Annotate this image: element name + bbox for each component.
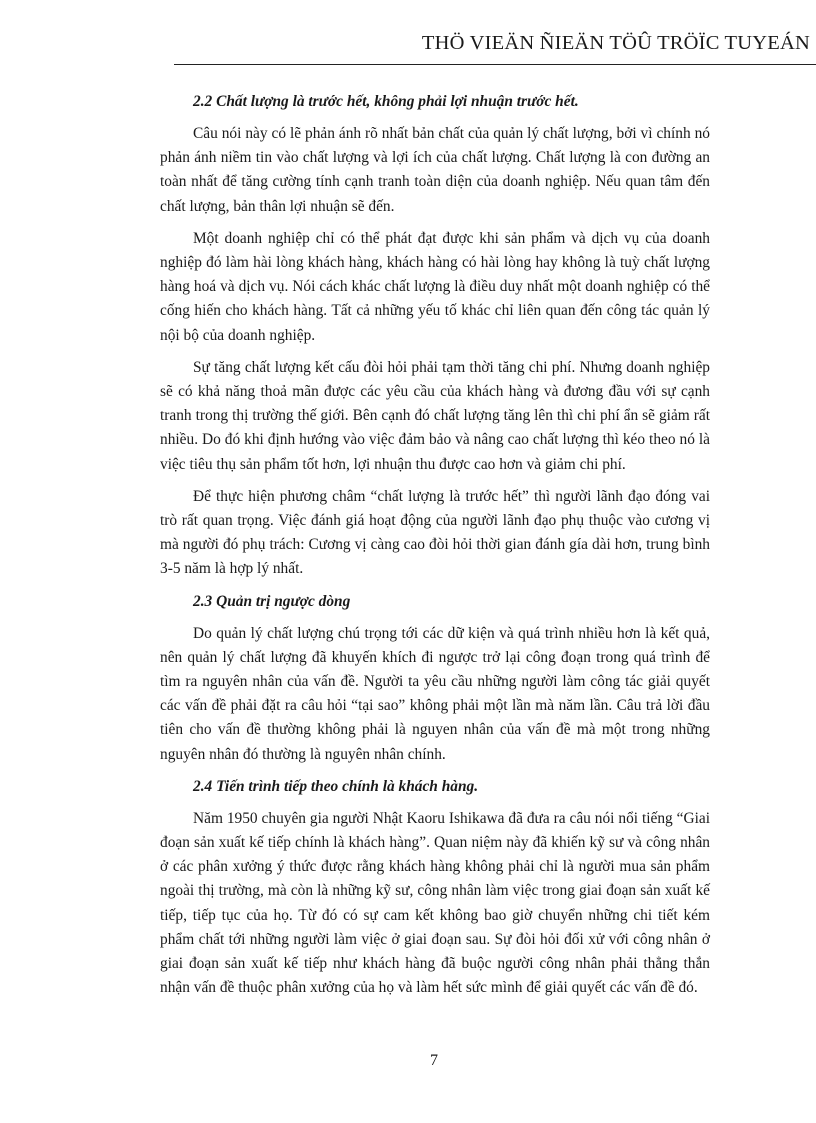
page-body [160, 90, 710, 1009]
paragraph: Năm 1950 chuyên gia người Nhật Kaoru Ishikawa đã đưa ra câu nói nổi tiếng “Giai đoạn sản xuất kế tiếp chính là khách hàng”. Quan niệm này đã khiến kỹ sư và công nhân ở các phân xưởng ý thức được rằng khách hàng không phải chỉ là người mua sản phẩm ngoài thị trường, mà còn là những kỹ sư, công nhân làm việc trong giai đoạn sản xuất kế tiếp, tiếp tục của họ. Từ đó có sự cam kết không bao giờ chuyển những chi tiết kém phẩm chất tới những người làm việc ở giai đoạn sau. Sự đòi hỏi đối xử với công nhân ở giai đoạn sản xuất kế tiếp như khách hàng đã buộc người công nhân phải thẳng thắn nhận vấn đề thuộc phân xưởng của họ và làm hết sức mình để giải quyết các vấn đề đó. [160, 809, 710, 997]
section-heading-2-3: 2.3 Quản trị ngược dòng [193, 592, 351, 610]
section-heading-2-2: 2.2 Chất lượng là trước hết, không phải lợi nhuận trước hết. [193, 93, 579, 110]
section-heading-2-4: 2.4 Tiến trình tiếp theo chính là khách hàng. [193, 777, 479, 795]
paragraph: Để thực hiện phương châm “chất lượng là trước hết” thì người lãnh đạo đóng vai trò rất quan trọng. Việc đánh giá hoạt động của người lãnh đạo phụ thuộc vào cương vị mà người đó phụ trách: Cương vị càng cao đòi hỏi thời gian đánh gía dài hơn, trung bình 3-5 năm là hợp lý nhất. [160, 487, 710, 578]
page-number: 7 [430, 1052, 438, 1069]
paragraph: Do quản lý chất lượng chú trọng tới các dữ kiện và quá trình nhiều hơn là kết quả, nên quản lý chất lượng đã khuyến khích đi ngược trở lại công đoạn trong quá trình để tìm ra nguyên nhân của vấn đề. Người ta yêu cầu những người làm công tác giải quyết các vấn đề phải đặt ra câu hỏi “tại sao” không phải một lần mà năm lần. Câu trả lời đầu tiên cho vấn đề thường không phải là nguyen nhân của vấn đề mà một trong những nguyên nhân đó thường là nguyên nhân chính. [160, 624, 710, 763]
paragraph: Câu nói này có lẽ phản ánh rõ nhất bản chất của quản lý chất lượng, bởi vì chính nó phản ánh niềm tin vào chất lượng và lợi ích của chất lượng. Chất lượng là con đường an toàn nhất để tăng cường tính cạnh tranh toàn diện của doanh nghiệp. Nếu quan tâm đến chất lượng, bản thân lợi nhuận sẽ đến. [160, 125, 710, 215]
running-header: THÖ VIEÄN ÑIEÄN TÖÛ TRÖÏC TUYEÁN [421, 32, 810, 54]
paragraph: Sự tăng chất lượng kết cấu đòi hỏi phải tạm thời tăng chi phí. Nhưng doanh nghiệp sẽ có khả năng thoả mãn được các yêu cầu của khách hàng và đương đầu với sự cạnh tranh trong thị trường thế giới. Bên cạnh đó chất lượng tăng lên thì chi phí ẩn sẽ giảm rất nhiều. Do đó khi định hướng vào việc đảm bảo và nâng cao chất lượng thì kéo theo nó là việc tiêu thụ sản phẩm tốt hơn, lợi nhuận thu được cao hơn và giảm chi phí. [160, 358, 710, 473]
header-divider [174, 64, 816, 65]
paragraph: Một doanh nghiệp chỉ có thể phát đạt được khi sản phẩm và dịch vụ của doanh nghiệp đó làm hài lòng khách hàng, khách hàng có hài lòng hay không là tuỳ chất lượng hàng hoá và dịch vụ. Nói cách khác chất lượng là điều duy nhất một doanh nghiệp có thể cống hiến cho khách hàng. Tất cả những yếu tố khác chỉ liên quan đến công tác quản lý nội bộ của doanh nghiệp. [160, 229, 710, 344]
